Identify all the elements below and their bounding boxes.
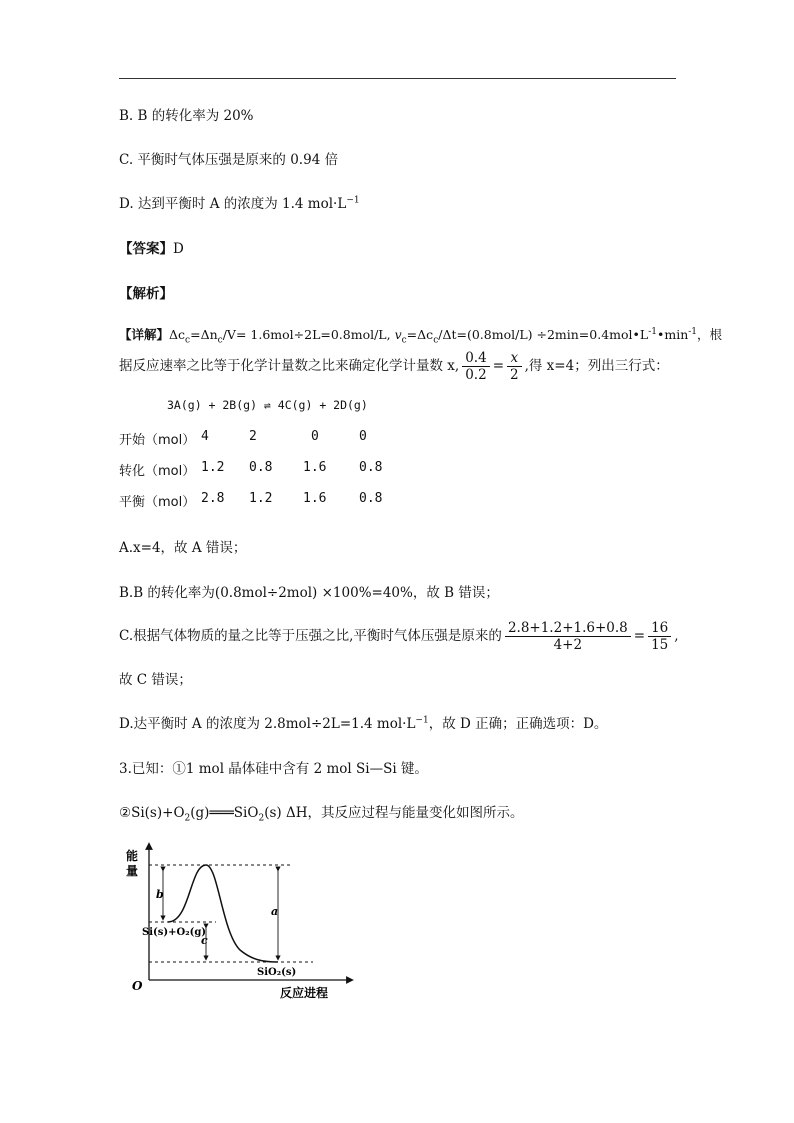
header-rule [119, 78, 676, 79]
fraction-pressure: $\frac{2.8+1.2+1.6+0.8}{4+2}$ [505, 620, 631, 653]
label-a: a [271, 905, 279, 918]
question-3-line-2: $②Si(s)+O_2(g)═══SiO_2(s)$ ΔH，其反应过程与能量变化如图所示。 [119, 805, 524, 824]
row-label: 转化（mol） [119, 464, 196, 479]
table-cell: 1.2 [249, 491, 273, 506]
solution-a: A.x=4，故 A 错误； [119, 540, 247, 556]
fraction-ratio: $\frac{0.4}{0.2}$ [462, 350, 489, 383]
table-cell: 0.8 [359, 491, 383, 506]
energy-curve [168, 865, 278, 962]
analysis-label: 【解析】 [119, 286, 173, 302]
energy-diagram [118, 842, 358, 1002]
solution-c: C.根据气体物质的量之比等于压强之比,平衡时气体压强是原来的 $\frac{2.8+1.2+1.6+0.8}{4+2}$ = $\frac{16}{15}$ , [119, 620, 679, 653]
table-cell: 0.8 [359, 460, 383, 475]
product-label: SiO₂(s) [257, 967, 297, 978]
reactant-label: Si(s)+O₂(g) [142, 927, 207, 938]
table-cell: 0 [311, 429, 319, 444]
table-cell: 2.8 [201, 491, 225, 506]
y-axis-label-1: 能 [126, 849, 139, 863]
detail-line-1: 【详解】$\Delta c_c=\Delta n_c/V= 1.6mol\div 2L=0.8mol/L$, $v_c=\Delta c_c/\Delta t=(0.8mol/L)$ $\div 2\min=0.4mol•L^{-1}•\min^{-1}$，根 [119, 326, 723, 346]
table-cell: 2 [249, 429, 257, 444]
solution-c-line2: 故 C 错误； [119, 672, 192, 688]
table-cell: 0.8 [249, 460, 273, 475]
question-3-line-1: 3.已知：①1 mol 晶体硅中含有 2 mol Si—Si 键。 [119, 761, 428, 777]
detail-line-2: 据反应速率之比等于化学计量数之比来确定化学计量数 x, $\frac{0.4}{0.2}$ = $\frac{x}{2}$ ,得 x=4；列出三行式： [119, 350, 669, 383]
fraction-x: $\frac{x}{2}$ [507, 350, 522, 383]
table-cell: 1.2 [201, 460, 225, 475]
y-axis-label-2: 量 [126, 864, 139, 878]
row-label: 平衡（mol） [119, 495, 196, 510]
solution-b: B.B 的转化率为(0.8mol÷2mol) ×100%=40%，故 B 错误； [119, 585, 499, 601]
option-b: B. B 的转化率为 20% [119, 108, 254, 124]
label-b: b [156, 888, 164, 901]
table-cell: 4 [201, 429, 209, 444]
row-label: 开始（mol） [119, 433, 196, 448]
equation: 3A(g) + 2B(g) ⇌ 4C(g) + 2D(g) [167, 398, 368, 412]
x-axis-label: 反应进程 [280, 986, 329, 1000]
answer-line: 【答案】D [119, 241, 184, 257]
table-cell: 1.6 [303, 460, 327, 475]
table-cell: 1.6 [303, 491, 327, 506]
fraction-result: $\frac{16}{15}$ [648, 620, 671, 653]
solution-d: D.达平衡时 A 的浓度为 2.8mol÷2L=1.4 $mol\cdot L^{-1}$，故 D 正确；正确选项：D。 [119, 715, 608, 732]
label-c: c [201, 934, 208, 947]
option-d: D. 达到平衡时 A 的浓度为 1.4 $mol\cdot L^{-1}$ [119, 195, 360, 212]
option-c: C. 平衡时气体压强是原来的 0.94 倍 [119, 152, 339, 168]
table-cell: 0 [359, 429, 367, 444]
origin-label: O [132, 979, 143, 993]
